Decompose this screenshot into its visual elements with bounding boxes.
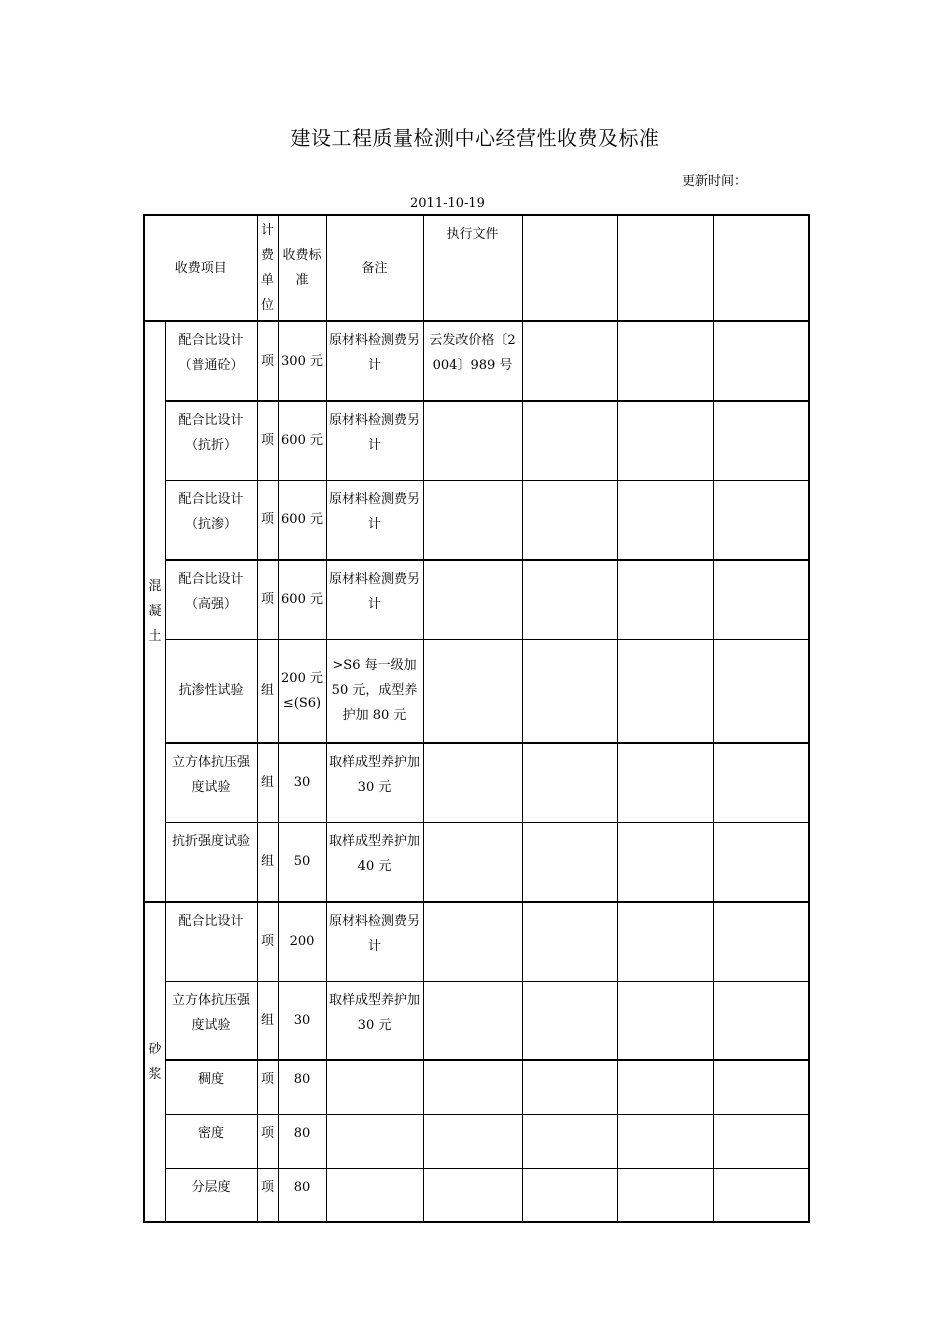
row-item: 稠度 (165, 1060, 257, 1114)
table-row (144, 1168, 809, 1222)
row-blank (713, 401, 809, 480)
header-item: 收费项目 (144, 215, 257, 321)
row-blank (617, 1060, 713, 1114)
row-doc (423, 1114, 522, 1168)
row-standard: 30 (278, 743, 326, 822)
row-note: 原材料检测费另计 (326, 902, 423, 981)
row-blank (617, 560, 713, 639)
row-standard: 600 元 (278, 401, 326, 480)
row-blank (522, 480, 617, 560)
table-header-row (144, 215, 809, 321)
row-item: 配合比设计 (165, 902, 257, 981)
group-mortar-label: 砂浆 (148, 1042, 162, 1082)
row-blank (522, 321, 617, 401)
row-standard: 80 (278, 1060, 326, 1114)
row-standard: 50 (278, 822, 326, 902)
row-note: 取样成型养护加 30 元 (326, 743, 423, 822)
row-unit: 项 (257, 1168, 278, 1222)
row-standard: 200 (278, 902, 326, 981)
table-row (144, 480, 809, 560)
page-title: 建设工程质量检测中心经营性收费及标准 (290, 126, 660, 150)
row-blank (617, 639, 713, 743)
header-unit-text: 计费单位 (261, 223, 275, 313)
row-unit: 项 (257, 560, 278, 639)
row-doc (423, 822, 522, 902)
row-doc (423, 560, 522, 639)
group-concrete (144, 321, 165, 902)
row-note: 取样成型养护加 30 元 (326, 981, 423, 1060)
row-blank (617, 902, 713, 981)
table-row (144, 981, 809, 1060)
row-standard: 600 元 (278, 560, 326, 639)
update-time-label: 更新时间： (681, 174, 747, 189)
row-note: 取样成型养护加 40 元 (326, 822, 423, 902)
row-item: 抗渗性试验 (165, 639, 257, 743)
row-unit: 组 (257, 981, 278, 1060)
table-row (144, 1060, 809, 1114)
table-row (144, 743, 809, 822)
row-doc (423, 981, 522, 1060)
table-row (144, 321, 809, 401)
row-blank (617, 401, 713, 480)
row-blank (713, 743, 809, 822)
row-blank (617, 981, 713, 1060)
row-note: 原材料检测费另计 (326, 321, 423, 401)
table-row (144, 560, 809, 639)
row-blank (713, 981, 809, 1060)
row-blank (713, 480, 809, 560)
row-blank (617, 321, 713, 401)
row-blank (522, 560, 617, 639)
row-doc (423, 401, 522, 480)
row-unit: 项 (257, 401, 278, 480)
row-blank (617, 743, 713, 822)
row-item: 分层度 (165, 1168, 257, 1222)
row-blank (617, 822, 713, 902)
row-unit: 组 (257, 743, 278, 822)
row-unit: 组 (257, 639, 278, 743)
row-unit: 组 (257, 822, 278, 902)
row-standard: 600 元 (278, 480, 326, 560)
row-doc (423, 639, 522, 743)
header-note: 备注 (326, 215, 423, 321)
table-row (144, 1114, 809, 1168)
row-item: 抗折强度试验 (165, 822, 257, 902)
row-blank (713, 1168, 809, 1222)
row-blank (713, 560, 809, 639)
header-doc: 执行文件 (423, 215, 522, 321)
table-row (144, 822, 809, 902)
row-item: 配合比设计（高强） (165, 560, 257, 639)
row-doc: 云发改价格〔2004〕989 号 (423, 321, 522, 401)
row-unit: 项 (257, 480, 278, 560)
row-standard: 80 (278, 1114, 326, 1168)
header-blank-1 (522, 215, 617, 321)
row-unit: 项 (257, 1060, 278, 1114)
row-standard: 300 元 (278, 321, 326, 401)
row-unit: 项 (257, 902, 278, 981)
row-blank (617, 480, 713, 560)
update-date: 2011-10-19 (410, 196, 485, 211)
row-blank (522, 1114, 617, 1168)
row-note (326, 1114, 423, 1168)
row-note: 原材料检测费另计 (326, 560, 423, 639)
row-blank (617, 1114, 713, 1168)
row-doc (423, 1060, 522, 1114)
table-row (144, 401, 809, 480)
row-doc (423, 743, 522, 822)
table-row (144, 639, 809, 743)
row-blank (522, 822, 617, 902)
table-row (144, 902, 809, 981)
row-unit: 项 (257, 321, 278, 401)
row-blank (713, 639, 809, 743)
row-note (326, 1168, 423, 1222)
row-blank (522, 1060, 617, 1114)
row-item: 密度 (165, 1114, 257, 1168)
header-standard: 收费标准 (278, 215, 326, 321)
header-unit (257, 215, 278, 321)
row-note: 原材料检测费另计 (326, 480, 423, 560)
fee-table (143, 214, 810, 1223)
row-doc (423, 902, 522, 981)
row-blank (617, 1168, 713, 1222)
row-unit: 项 (257, 1114, 278, 1168)
row-note (326, 1060, 423, 1114)
row-blank (713, 1114, 809, 1168)
row-blank (522, 639, 617, 743)
row-item: 配合比设计（抗折） (165, 401, 257, 480)
row-blank (713, 321, 809, 401)
row-standard: 80 (278, 1168, 326, 1222)
header-blank-3 (713, 215, 809, 321)
row-item: 立方体抗压强度试验 (165, 743, 257, 822)
row-standard: 30 (278, 981, 326, 1060)
row-blank (522, 743, 617, 822)
row-blank (713, 1060, 809, 1114)
row-blank (713, 822, 809, 902)
row-item: 配合比设计（抗渗） (165, 480, 257, 560)
row-doc (423, 1168, 522, 1222)
row-doc (423, 480, 522, 560)
row-blank (522, 401, 617, 480)
row-blank (713, 902, 809, 981)
row-blank (522, 981, 617, 1060)
row-note: >S6 每一级加 50 元，成型养护加 80 元 (326, 639, 423, 743)
row-note: 原材料检测费另计 (326, 401, 423, 480)
row-standard: 200 元≤(S6) (278, 639, 326, 743)
group-concrete-label: 混凝土 (148, 579, 162, 644)
header-blank-2 (617, 215, 713, 321)
row-item: 立方体抗压强度试验 (165, 981, 257, 1060)
row-item: 配合比设计（普通砼） (165, 321, 257, 401)
row-blank (522, 902, 617, 981)
group-mortar (144, 902, 165, 1222)
row-blank (522, 1168, 617, 1222)
